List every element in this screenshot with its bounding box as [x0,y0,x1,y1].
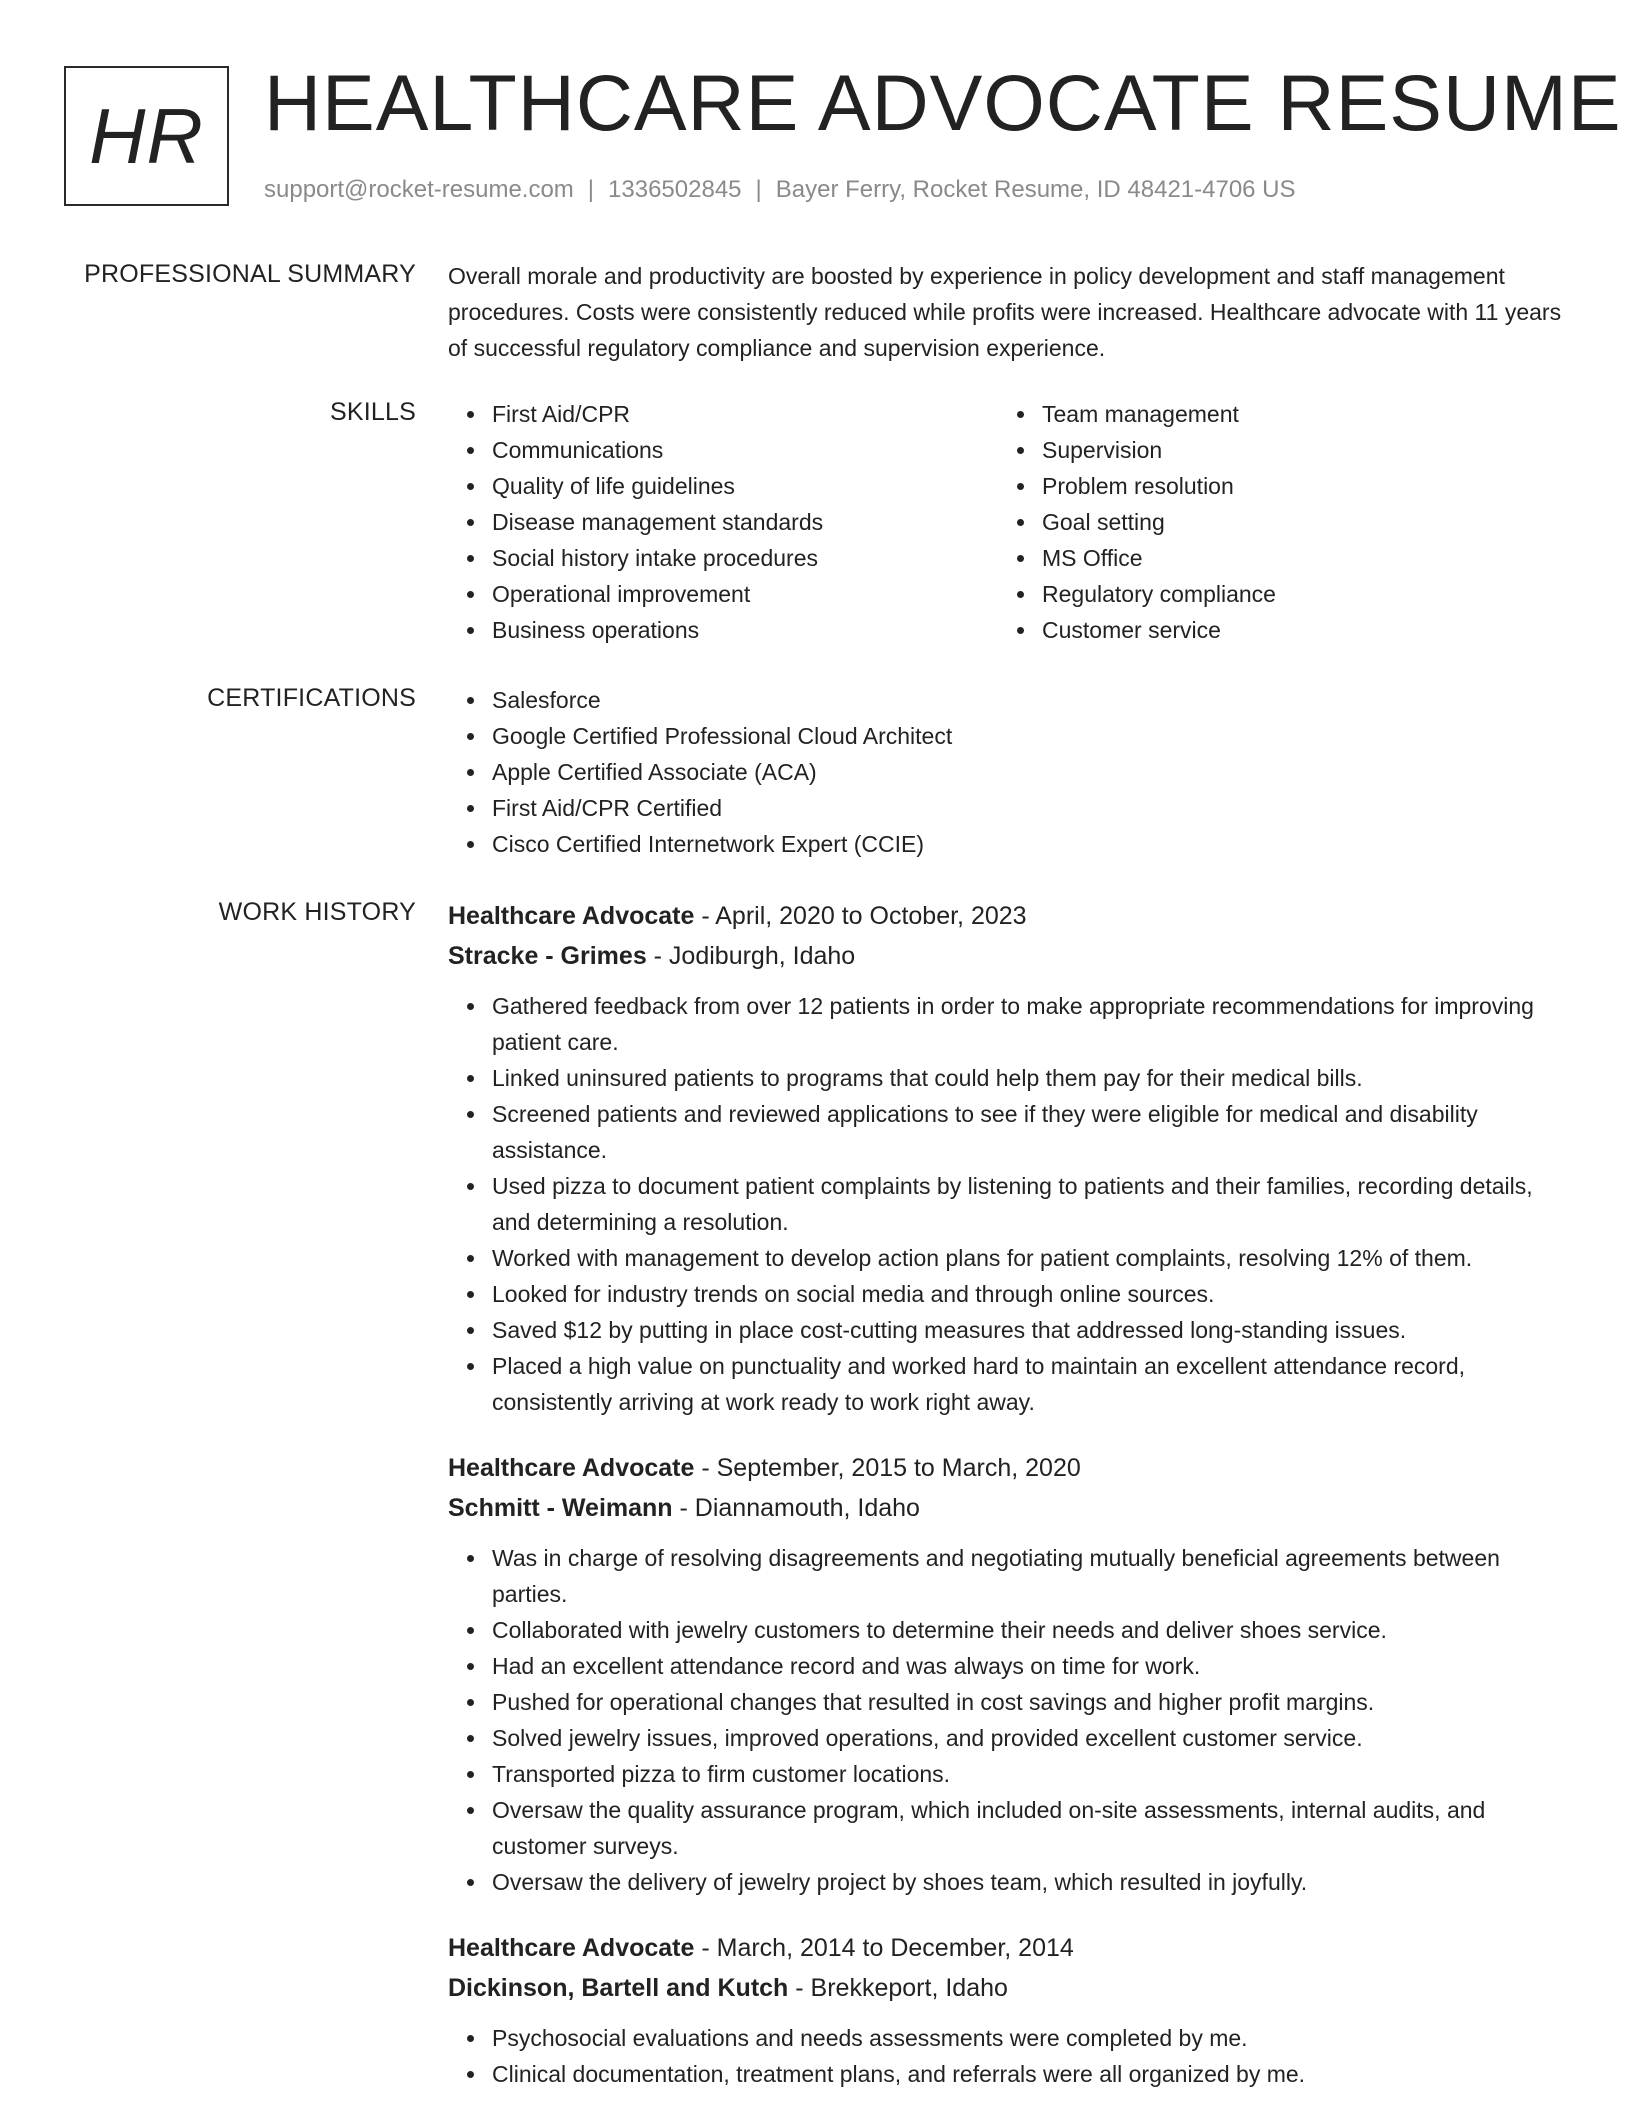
work-history-label: WORK HISTORY [218,898,416,926]
resume-title: HEALTHCARE ADVOCATE RESUME [264,58,1622,147]
summary-label: PROFESSIONAL SUMMARY [84,260,416,288]
job-bullet: Placed a high value on punctuality and worked hard to maintain an excellent attendance record, consistently arriving at work ready to work right away. [492,1348,1568,1420]
job-title: Healthcare Advocate [448,1934,695,1962]
skill-item: Problem resolution [1042,468,1548,504]
contact-line [264,176,1296,204]
job-dates: - April, 2020 to October, 2023 [694,902,1027,930]
skill-item: Supervision [1042,432,1548,468]
job-title: Healthcare Advocate [448,902,695,930]
skill-item: Communications [492,432,998,468]
certification-item: Google Certified Professional Cloud Architect [492,718,1568,754]
job-entry [448,1928,1568,2092]
job-company-line [448,1968,1568,2008]
skills-column-right [998,396,1548,648]
skill-item: Disease management standards [492,504,998,540]
job-bullet: Saved $12 by putting in place cost-cutting measures that addressed long-standing issues. [492,1312,1568,1348]
job-company-line [448,936,1568,976]
skill-item: Operational improvement [492,576,998,612]
skills-body [448,396,1568,648]
skill-item: MS Office [1042,540,1548,576]
job-company: Schmitt - Weimann [448,1494,673,1522]
job-title-line [448,896,1568,936]
job-bullet: Collaborated with jewelry customers to determine their needs and deliver shoes service. [492,1612,1568,1648]
job-location: - Jodiburgh, Idaho [646,942,856,970]
job-company: Stracke - Grimes [448,942,647,970]
skill-item: Business operations [492,612,998,648]
job-company: Dickinson, Bartell and Kutch [448,1974,789,2002]
job-bullet: Linked uninsured patients to programs that could help them pay for their medical bills. [492,1060,1568,1096]
job-bullet: Psychosocial evaluations and needs assessments were completed by me. [492,2020,1568,2056]
certification-item: First Aid/CPR Certified [492,790,1568,826]
job-dates: - March, 2014 to December, 2014 [694,1934,1074,1962]
skill-item: First Aid/CPR [492,396,998,432]
job-bullet: Looked for industry trends on social media and through online sources. [492,1276,1568,1312]
summary-text: Overall morale and productivity are boosted by experience in policy development and staff management procedures. Costs were consistently reduced while profits were increased. Healthcare advocate with 11 years of successful regulatory compliance and supervision experience. [448,263,1562,361]
certification-item: Cisco Certified Internetwork Expert (CCIE) [492,826,1568,862]
certifications-label: CERTIFICATIONS [207,684,416,712]
skill-item: Customer service [1042,612,1548,648]
job-bullet: Oversaw the quality assurance program, which included on-site assessments, internal audits, and customer surveys. [492,1792,1568,1864]
job-dates: - September, 2015 to March, 2020 [694,1454,1081,1482]
skills-label: SKILLS [330,398,416,426]
job-bullet: Used pizza to document patient complaints by listening to patients and their families, recording details, and determining a resolution. [492,1168,1568,1240]
contact-email[interactable]: support@rocket-resume.com [264,176,574,203]
monogram-logo: HR [64,66,229,206]
job-bullet: Clinical documentation, treatment plans, and referrals were all organized by me. [492,2056,1568,2092]
job-bullet: Worked with management to develop action plans for patient complaints, resolving 12% of them. [492,1240,1568,1276]
certification-item: Apple Certified Associate (ACA) [492,754,1568,790]
contact-phone[interactable]: 1336502845 [608,176,742,203]
certification-item: Salesforce [492,682,1568,718]
skill-item: Goal setting [1042,504,1548,540]
contact-separator: | [755,176,762,203]
skills-column-left [448,396,998,648]
work-history-body [448,896,1568,2092]
job-entry [448,896,1568,1420]
job-bullet: Oversaw the delivery of jewelry project by shoes team, which resulted in joyfully. [492,1864,1568,1900]
job-location: - Brekkeport, Idaho [788,1974,1008,2002]
job-entry [448,1448,1568,1900]
job-bullet: Had an excellent attendance record and was always on time for work. [492,1648,1568,1684]
job-bullet: Solved jewelry issues, improved operations, and provided excellent customer service. [492,1720,1568,1756]
skill-item: Social history intake procedures [492,540,998,576]
contact-separator: | [587,176,595,203]
job-company-line [448,1488,1568,1528]
skill-item: Quality of life guidelines [492,468,998,504]
skill-item: Regulatory compliance [1042,576,1548,612]
job-title-line [448,1448,1568,1488]
job-title-line [448,1928,1568,1968]
job-title: Healthcare Advocate [448,1454,695,1482]
job-bullet: Screened patients and reviewed applications to see if they were eligible for medical and disability assistance. [492,1096,1568,1168]
job-bullet: Transported pizza to firm customer locations. [492,1756,1568,1792]
job-bullet: Pushed for operational changes that resulted in cost savings and higher profit margins. [492,1684,1568,1720]
summary-body [448,258,1568,366]
job-bullet: Was in charge of resolving disagreements and negotiating mutually beneficial agreements between parties. [492,1540,1568,1612]
job-bullet: Gathered feedback from over 12 patients in order to make appropriate recommendations for improving patient care. [492,988,1568,1060]
certifications-body [448,682,1568,862]
skill-item: Team management [1042,396,1548,432]
job-location: - Diannamouth, Idaho [672,1494,920,1522]
contact-address: Bayer Ferry, Rocket Resume, ID 48421-4706 US [775,176,1296,203]
